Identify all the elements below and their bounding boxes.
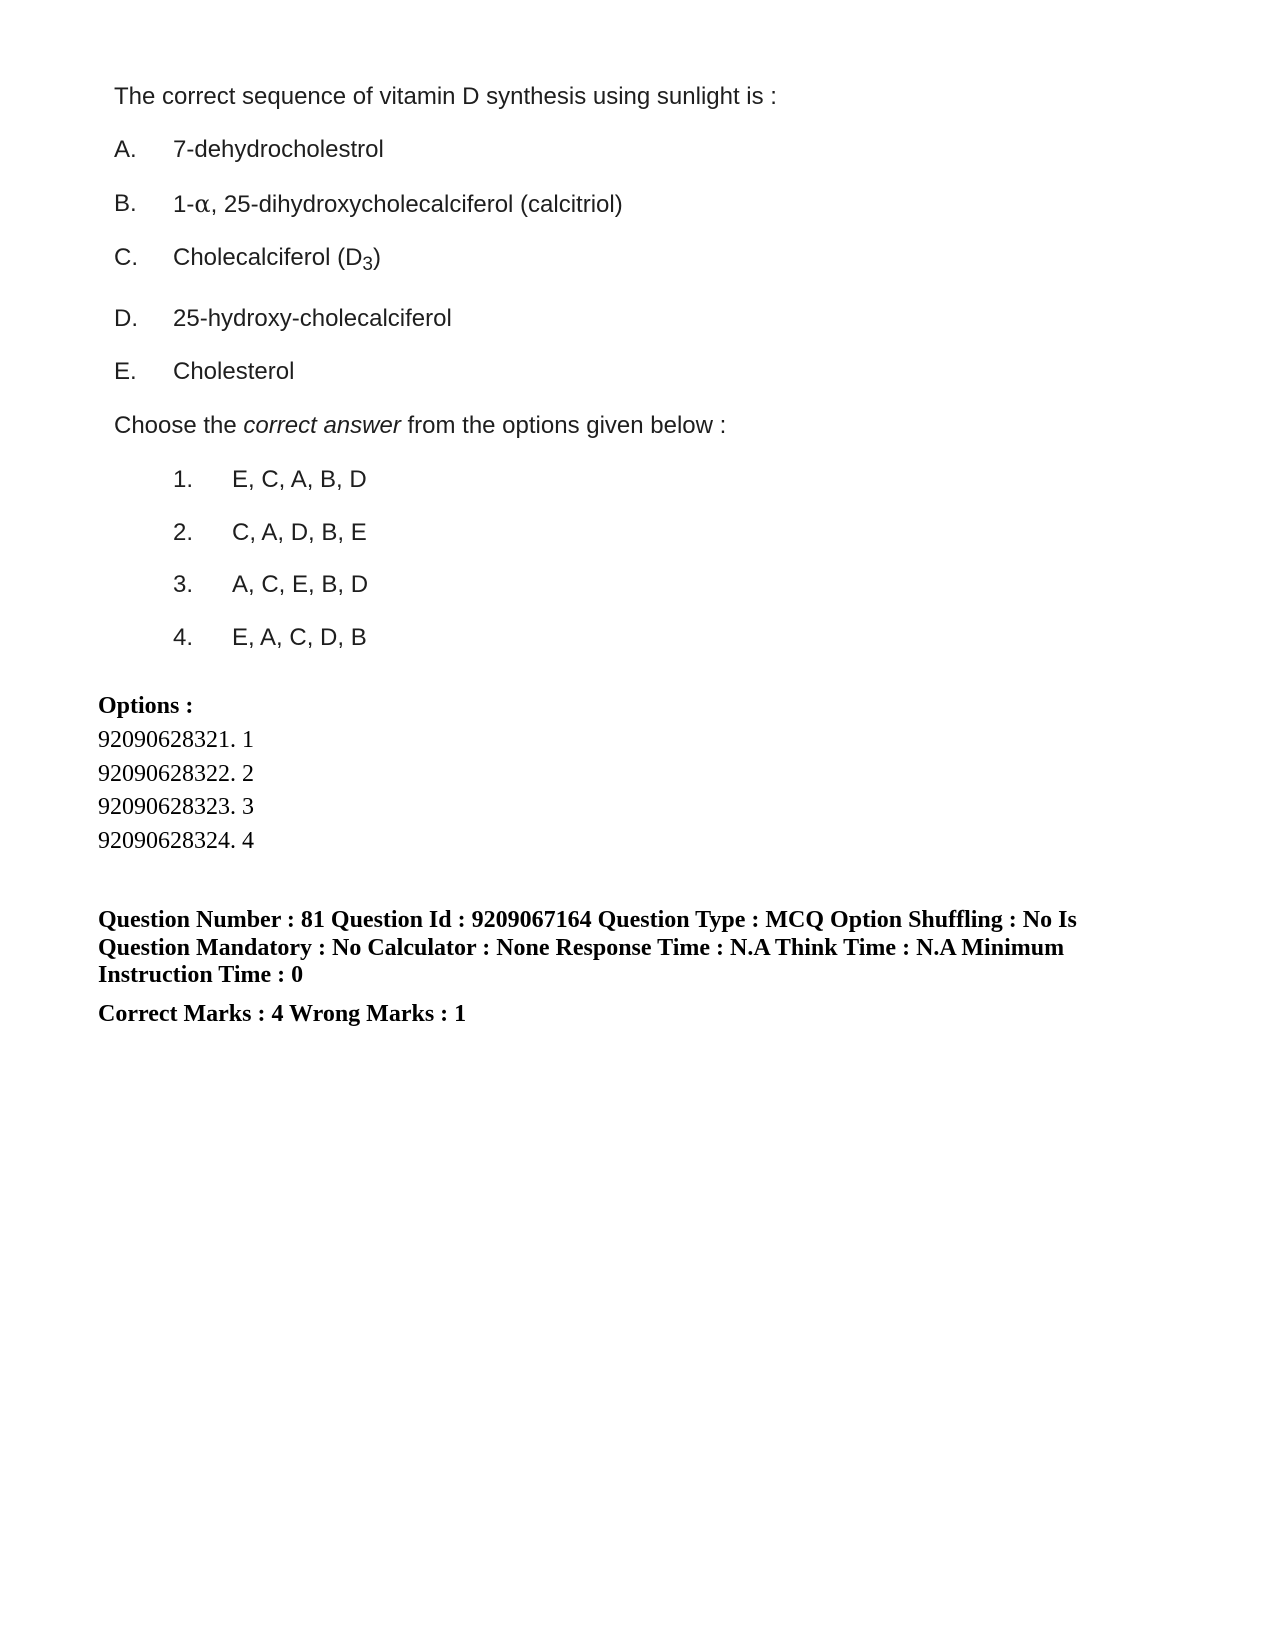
option-id-line: 92090628321. 1 — [98, 727, 254, 753]
marks-line: Correct Marks : 4 Wrong Marks : 1 — [98, 1001, 467, 1027]
statement-text — [173, 189, 623, 220]
question-stem: The correct sequence of vitamin D synthesis using sunlight is : — [114, 83, 777, 110]
choose-prefix: Choose the — [114, 412, 244, 439]
metadata-line: Question Mandatory : No Calculator : None Response Time : N.A Think Time : N.A Minimum — [98, 934, 1065, 961]
statement-letter: B. — [114, 190, 137, 217]
statement-text: 7-dehydrocholestrol — [173, 136, 384, 163]
statement-letter: D. — [114, 305, 138, 332]
option-id-line: 92090628324. 4 — [98, 828, 254, 854]
choose-emphasis: correct answer — [243, 412, 401, 439]
subscript-3: 3 — [362, 254, 373, 275]
choose-instruction — [114, 411, 726, 441]
metadata-line: Instruction Time : 0 — [98, 962, 304, 988]
answer-number: 1. — [173, 466, 194, 493]
statement-letter: A. — [114, 136, 137, 163]
answer-number: 3. — [173, 571, 194, 598]
option-id-line: 92090628323. 3 — [98, 794, 254, 820]
statement-text-prefix: Cholecalciferol (D — [173, 244, 363, 271]
statement-text: Cholesterol — [173, 358, 295, 385]
options-heading: Options : — [98, 693, 194, 719]
alpha-symbol: α — [194, 190, 211, 218]
answer-sequence: C, A, D, B, E — [232, 519, 367, 546]
statement-text: 25-hydroxy-cholecalciferol — [173, 305, 452, 332]
statement-letter: E. — [114, 358, 137, 385]
statement-letter: C. — [114, 244, 138, 271]
answer-sequence: E, A, C, D, B — [232, 624, 367, 651]
answer-sequence: E, C, A, B, D — [232, 466, 367, 493]
answer-number: 4. — [173, 624, 194, 651]
statement-text-prefix: 1- — [173, 191, 195, 218]
answer-sequence: A, C, E, B, D — [232, 571, 369, 598]
statement-text-suffix: ) — [372, 244, 381, 271]
statement-text — [173, 243, 381, 273]
question-metadata — [98, 907, 1138, 990]
metadata-line: Question Number : 81 Question Id : 9209067164 Question Type : MCQ Option Shuffling : No Is — [98, 907, 1077, 933]
answer-number: 2. — [173, 519, 194, 546]
option-id-line: 92090628322. 2 — [98, 761, 254, 787]
statement-text-suffix: , 25-dihydroxycholecalciferol (calcitriol) — [210, 191, 623, 218]
choose-suffix: from the options given below : — [400, 412, 727, 439]
